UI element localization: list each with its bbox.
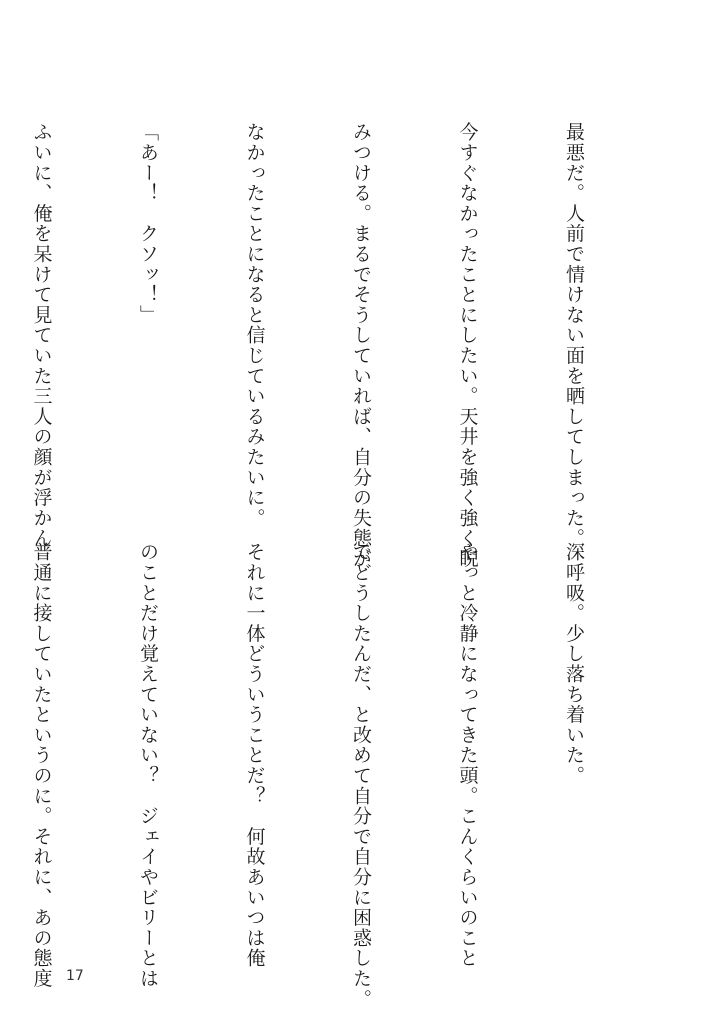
- text-line: ふいに、俺を呆けて見ていた三人の顔が浮かん: [30, 122, 53, 549]
- text-line: みつける。まるでそうしていれば、自分の失態が: [350, 122, 372, 569]
- text-line: でどうしたんだ、と改めて自分で自分に困惑した。: [350, 542, 372, 1009]
- text-line: やっと冷静になってきた頭。こんくらいのこと: [456, 542, 479, 969]
- text-line: なかったことになると信じているみたいに。: [243, 122, 266, 528]
- text-line: 普通に接していたというのに。それに、あの態度: [30, 542, 53, 989]
- text-line: のことだけ覚えていない？ ジェイやビリーとは: [137, 542, 159, 989]
- text-line: 深呼吸。少し落ち着いた。: [563, 542, 585, 786]
- text-line: 今すぐなかったことにしたい。天井を強く強く睨: [456, 122, 479, 569]
- text-line: それに一体どういうことだ？ 何故あいつは俺: [243, 542, 266, 969]
- text-line: 「あー！ クソッ！」: [137, 122, 159, 325]
- upper-text-block: [0, 122, 662, 569]
- text-line: 最悪だ。人前で情けない面を晒してしまった。: [563, 122, 585, 549]
- page-number: 17: [66, 968, 84, 984]
